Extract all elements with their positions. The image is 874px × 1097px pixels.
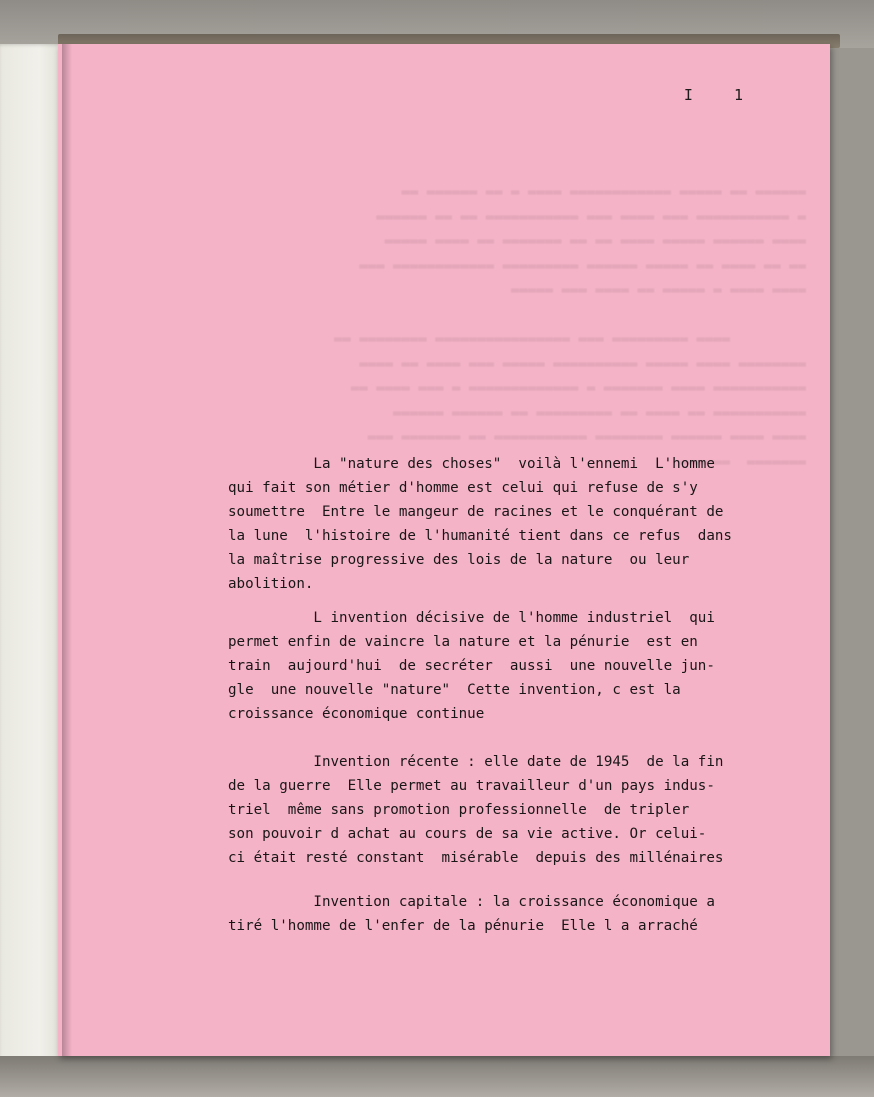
text-line: de la guerre Elle permet au travailleur d'un pays indus- [228, 778, 715, 794]
paragraph [228, 750, 808, 870]
page-number: I 1 [683, 86, 744, 104]
paragraph-gap [228, 726, 808, 750]
text-line: croissance économique continue [228, 706, 485, 722]
paragraph [228, 606, 808, 726]
text-line: soumettre Entre le mangeur de racines et le conquérant de [228, 504, 724, 520]
text-line: ci était resté constant misérable depuis des millénaires [228, 850, 724, 866]
text-line: Invention capitale : la croissance économique a [228, 894, 715, 910]
text-line: la lune l'histoire de l'humanité tient dans ce refus dans [228, 528, 732, 544]
text-line: abolition. [228, 576, 314, 592]
text-line: tiré l'homme de l'enfer de la pénurie Elle l a arraché [228, 918, 698, 934]
pink-page [58, 44, 830, 1056]
text-line: triel même sans promotion professionnelle de tripler [228, 802, 690, 818]
gutter-shadow [62, 44, 72, 1056]
text-line: gle une nouvelle "nature" Cette invention, c est la [228, 682, 681, 698]
paragraph [228, 452, 808, 596]
text-line: L invention décisive de l'homme industriel qui [228, 610, 715, 626]
typewritten-body [228, 452, 808, 938]
show-through-texture: ▬▬▬▬▬▬ ▬▬ ▬▬▬▬▬ ▬▬▬▬▬▬▬▬▬▬▬▬ ▬▬▬▬ ▬ ▬▬ ▬▬▬▬▬▬ ▬▬ ▬ ▬▬▬▬▬▬▬▬▬▬▬ ▬▬▬ ▬▬▬▬ ▬▬▬ ▬▬▬▬▬▬▬▬▬▬▬ ▬▬ ▬▬ ▬▬▬▬▬▬ ▬▬▬▬ ▬▬▬▬▬▬ ▬▬▬▬▬ ▬▬▬▬ ▬▬ ▬▬ ▬▬▬▬▬▬▬ ▬▬ ▬▬▬▬ ▬▬▬▬▬ ▬▬ ▬▬ ▬▬▬▬ ▬▬ ▬▬▬▬▬ ▬▬▬▬▬▬ ▬▬▬▬▬▬▬▬▬ ▬▬▬▬▬▬▬▬▬▬▬▬ ▬▬▬ ▬▬▬▬ ▬▬▬▬ ▬ ▬▬▬▬▬ ▬▬ ▬▬▬▬ ▬▬▬ ▬▬▬▬▬ ▬▬▬▬ ▬▬▬▬▬▬▬▬▬ ▬▬▬ ▬▬▬▬▬▬▬▬▬▬▬▬▬▬▬▬ ▬▬▬▬▬▬▬▬ ▬▬ ▬▬▬▬▬▬▬▬ ▬▬▬▬ ▬▬▬▬▬ ▬▬▬▬▬▬▬▬▬▬ ▬▬▬▬▬ ▬▬▬ ▬▬▬▬ ▬▬ ▬▬▬▬ ▬▬▬▬▬▬▬▬▬▬▬ ▬▬▬▬ ▬▬▬▬▬▬▬ ▬ ▬▬▬▬▬▬▬▬▬▬▬▬▬ ▬ ▬▬▬ ▬▬▬▬ ▬▬ ▬▬▬▬▬▬▬▬▬▬▬ ▬▬ ▬▬▬▬ ▬▬ ▬▬▬▬▬▬▬▬▬ ▬▬ ▬▬▬▬▬▬ ▬▬▬▬▬▬ ▬▬▬▬ ▬▬▬▬ ▬▬▬▬▬▬ ▬▬▬▬▬▬▬▬ ▬▬▬▬▬▬▬▬▬▬▬ ▬▬ ▬▬▬▬▬▬▬ ▬▬▬ ▬▬▬▬▬▬▬ ▬▬▬▬▬▬ [333, 184, 806, 470]
text-line: qui fait son métier d'homme est celui qui refuse de s'y [228, 480, 698, 496]
text-line: La "nature des choses" voilà l'ennemi L'homme [228, 456, 715, 472]
text-line: permet enfin de vaincre la nature et la pénurie est en [228, 634, 698, 650]
paragraph-gap [228, 596, 808, 606]
text-line: la maîtrise progressive des lois de la nature ou leur [228, 552, 690, 568]
text-line: train aujourd'hui de secréter aussi une nouvelle jun- [228, 658, 715, 674]
left-white-page [0, 44, 66, 1064]
paragraph [228, 890, 808, 938]
text-line: son pouvoir d achat au cours de sa vie active. Or celui- [228, 826, 707, 842]
scanner-bottom-background [0, 1056, 874, 1097]
text-line: Invention récente : elle date de 1945 de la fin [228, 754, 724, 770]
paragraph-gap [228, 870, 808, 890]
